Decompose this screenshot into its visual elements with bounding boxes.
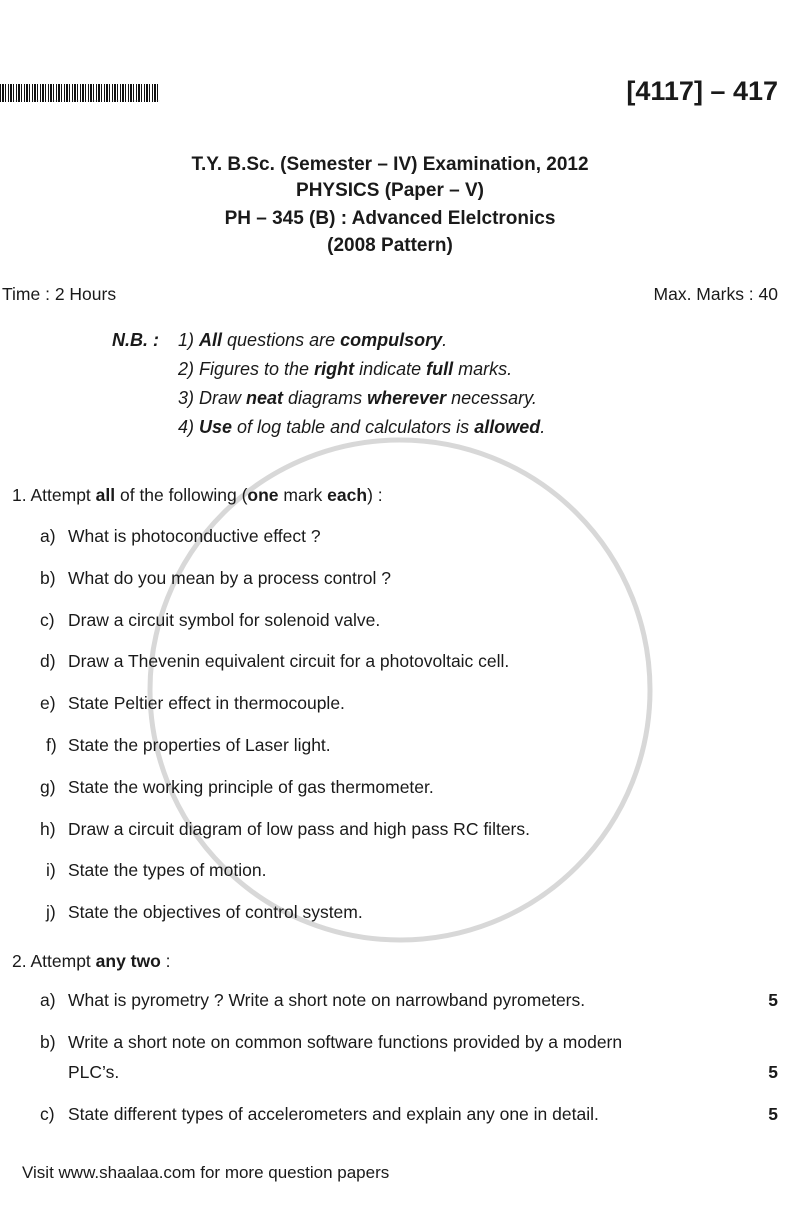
question-item-label: j) (46, 902, 56, 923)
paper-code: [4117] – 417 (626, 76, 778, 106)
nb-item (178, 359, 512, 380)
question-item-text: Draw a circuit symbol for solenoid valve. (68, 609, 381, 630)
question-item-text: State the properties of Laser light. (68, 735, 331, 755)
nb-item (178, 417, 545, 438)
text: diagrams (283, 388, 368, 408)
bold-text: each (327, 485, 368, 505)
question-2-heading (12, 951, 171, 972)
bold-text: allowed (474, 417, 541, 437)
time-allowed: Time : 2 Hours (2, 284, 117, 304)
bold-text: wherever (367, 388, 447, 408)
question-item-text: What is pyrometry ? Write a short note on narrowband pyrometers. (68, 990, 586, 1010)
question-marks: 5 (768, 1062, 778, 1082)
question-item-text: State the working principle of gas thermometer. (68, 776, 434, 797)
text: 2) Figures to the (178, 359, 315, 379)
text: 1. Attempt (12, 485, 96, 505)
text: ) : (367, 485, 383, 505)
question-1-heading (12, 485, 383, 506)
bold-text: neat (246, 388, 284, 408)
question-item-label: i) (46, 860, 56, 881)
text: mark (278, 485, 328, 505)
nb-item (178, 330, 447, 351)
question-item-text: What do you mean by a process control ? (68, 567, 391, 588)
question-item-label: g) (40, 776, 56, 797)
question-item-text-continued: PLC’s. (68, 1062, 120, 1082)
question-item-label: e) (40, 693, 56, 714)
text: of log table and calculators is (232, 417, 475, 437)
question-marks: 5 (768, 1104, 778, 1124)
question-item-text: State the objectives of control system. (68, 902, 363, 923)
bold-text: all (95, 485, 116, 505)
question-item-label: h) (40, 818, 56, 839)
question-item-label: b) (40, 1032, 56, 1052)
text: : (160, 951, 171, 971)
text: necessary. (446, 388, 537, 408)
text: 1) (178, 330, 200, 350)
text: . (540, 417, 546, 437)
max-marks: Max. Marks : 40 (653, 284, 778, 304)
question-item-text: State the types of motion. (68, 860, 267, 881)
nb-item (178, 388, 537, 409)
text: questions are (222, 330, 341, 350)
title-line: PHYSICS (Paper – V) (296, 180, 484, 201)
bold-text: any two (95, 951, 161, 971)
footer-note: Visit www.shaalaa.com for more question papers (22, 1163, 390, 1182)
question-item-label: d) (40, 651, 56, 672)
question-item-text: State Peltier effect in thermocouple. (68, 693, 345, 714)
bold-text: compulsory (340, 330, 443, 350)
text: of the following ( (115, 485, 248, 505)
question-item-text: Write a short note on common software functions provided by a modern (68, 1032, 623, 1052)
bold-text: full (426, 359, 454, 379)
text: . (442, 330, 448, 350)
nb-label: N.B. : (112, 330, 159, 350)
text: indicate (354, 359, 427, 379)
text: 3) Draw (178, 388, 247, 408)
text: marks. (453, 359, 513, 379)
bold-text: Use (199, 417, 233, 437)
question-item-label: a) (40, 990, 56, 1010)
question-item-label: f) (46, 735, 57, 755)
title-line: (2008 Pattern) (327, 235, 453, 256)
title-line: PH – 345 (B) : Advanced Elelctronics (224, 208, 556, 229)
question-item-label: c) (40, 1104, 55, 1124)
bold-text: All (199, 330, 223, 350)
barcode (0, 84, 160, 102)
bold-text: right (314, 359, 355, 379)
text: 4) (178, 417, 200, 437)
question-item-label: a) (40, 526, 56, 546)
question-item-label: b) (40, 567, 56, 588)
bold-text: one (247, 485, 279, 505)
question-item-text: What is photoconductive effect ? (68, 526, 321, 546)
text: 2. Attempt (12, 951, 96, 971)
question-item-text: Draw a Thevenin equivalent circuit for a photovoltaic cell. (68, 651, 510, 672)
title-line: T.Y. B.Sc. (Semester – IV) Examination, 2012 (191, 154, 589, 175)
question-item-label: c) (40, 609, 55, 630)
question-item-text: State different types of accelerometers and explain any one in detail. (68, 1104, 599, 1124)
question-marks: 5 (768, 990, 778, 1010)
question-item-text: Draw a circuit diagram of low pass and high pass RC filters. (68, 818, 530, 839)
